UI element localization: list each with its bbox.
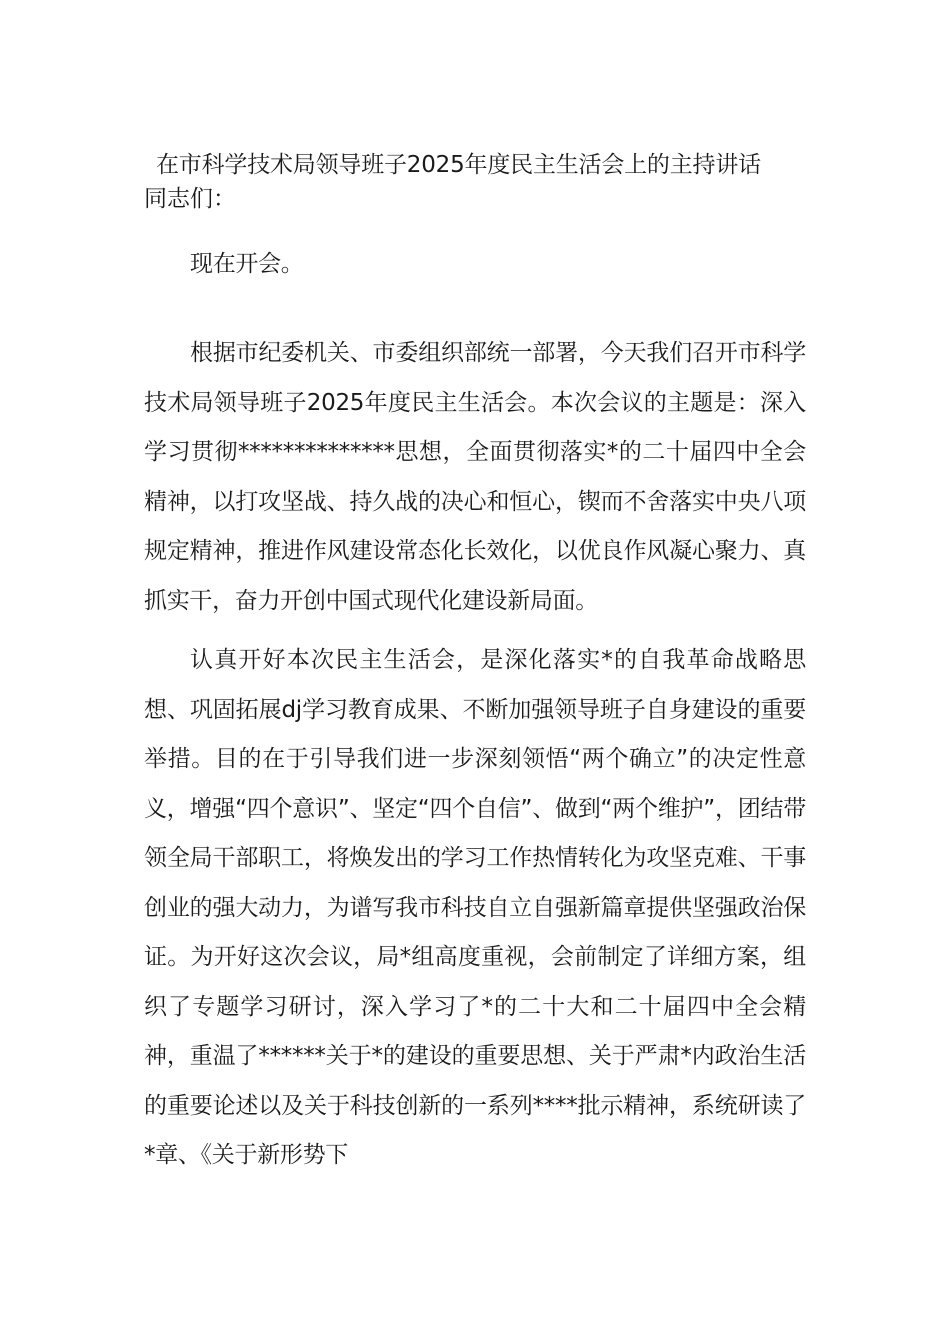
salutation: 同志们： bbox=[144, 186, 236, 212]
paragraph-purpose: 认真开好本次民主生活会，是深化落实*的自我革命战略思想、巩固拓展dj学习教育成果、不断加强领导班子自身建设的重要举措。目的在于引导我们进一步深刻领悟“两个确立”的决定性意义，增强“四个意识”、坚定“四个自信”、做到“两个维护”，团结带领全局干部职工，将焕发出的学习工作热情转化为攻坚克难、干事创业的强大动力，为谱写我市科技自立自强新篇章提供坚强政治保证。为开好这次会议，局*组高度重视，会前制定了详细方案，组织了专题学习研讨，深入学习了*的二十大和二十届四中全会精神，重温了******关于*的建设的重要思想、关于严肃*内政治生活的重要论述以及关于科技创新的一系列****批示精神，系统研读了*章、《关于新形势下 bbox=[144, 647, 806, 1168]
paragraph-opening: 现在开会。 bbox=[190, 251, 304, 277]
paragraph-theme: 根据市纪委机关、市委组织部统一部署，今天我们召开市科学技术局领导班子2025年度民主生活会。本次会议的主题是：深入学习贯彻**************思想，全面贯彻落实*的二十届四中全会精神，以打攻坚战、持久战的决心和恒心，锲而不舍落实中央八项规定精神，推进作风建设常态化长效化，以优良作风凝心聚力、真抓实干，奋力开创中国式现代化建设新局面。 bbox=[144, 340, 806, 614]
document-title: 在市科学技术局领导班子2025年度民主生活会上的主持讲话 bbox=[156, 152, 761, 178]
